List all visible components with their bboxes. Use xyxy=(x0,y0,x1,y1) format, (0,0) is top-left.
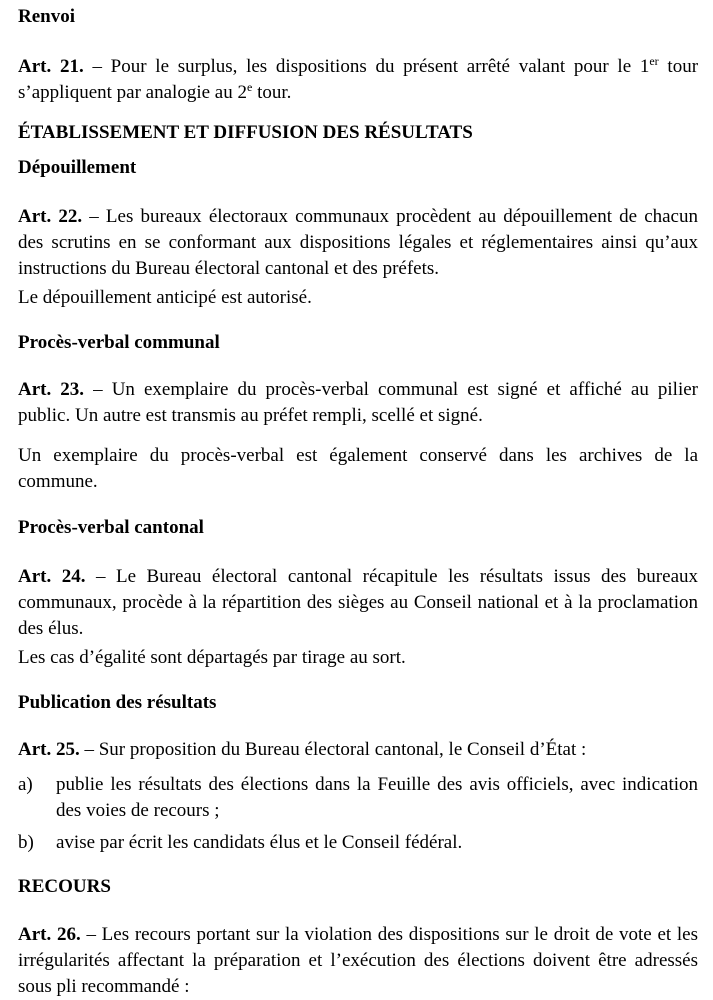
article-21-text-a: – Pour le surplus, les dispositions du présent arrêté valant pour le 1 xyxy=(83,56,650,77)
article-22-text: – Les bureaux électoraux communaux procèdent au dépouillement de chacun des scrutins en se conformant aux dispositions légales et réglementaires ainsi qu’aux instructions du Bureau électoral cantonal et des préfets. xyxy=(18,206,698,279)
article-23-label: Art. 23. xyxy=(18,379,85,400)
article-22 xyxy=(18,204,698,282)
article-21-sup-er: er xyxy=(649,54,659,68)
article-21-label: Art. 21. xyxy=(18,56,84,77)
article-24-label: Art. 24. xyxy=(18,566,86,587)
article-26-label: Art. 26. xyxy=(18,924,81,945)
article-21-text-c: tour. xyxy=(252,82,292,103)
list-marker-a: a) xyxy=(18,774,33,795)
article-25-label: Art. 25. xyxy=(18,739,80,760)
heading-pv-cantonal: Procès-verbal cantonal xyxy=(18,517,204,538)
article-24-text: – Le Bureau électoral cantonal récapitule les résultats issus des bureaux communaux, procède à la répartition des sièges au Conseil national et à la proclamation des élus. xyxy=(18,566,699,639)
list-marker-b: b) xyxy=(18,832,34,853)
article-22-label: Art. 22. xyxy=(18,206,83,227)
list-text-a: publie les résultats des élections dans la Feuille des avis officiels, avec indication des voies de recours ; xyxy=(56,774,698,821)
heading-renvoi: Renvoi xyxy=(18,6,75,27)
article-24 xyxy=(18,564,698,642)
article-23-text: – Un exemplaire du procès-verbal communal est signé et affiché au pilier public. Un autre est transmis au préfet rempli, scellé et signé. xyxy=(18,379,698,426)
article-22-para-2: Le dépouillement anticipé est autorisé. xyxy=(18,287,312,308)
article-26 xyxy=(18,922,698,1000)
heading-pv-communal: Procès-verbal communal xyxy=(18,332,220,353)
article-25 xyxy=(18,737,698,763)
list-text-b: avise par écrit les candidats élus et le Conseil fédéral. xyxy=(56,832,463,853)
article-21 xyxy=(18,54,698,106)
section-heading-recours: RECOURS xyxy=(18,876,111,897)
section-heading-etablissement: ÉTABLISSEMENT ET DIFFUSION DES RÉSULTATS xyxy=(18,122,473,143)
heading-publication: Publication des résultats xyxy=(18,692,217,713)
article-24-para-2: Les cas d’égalité sont départagés par tirage au sort. xyxy=(18,647,406,668)
article-21-sup-e: e xyxy=(246,80,253,94)
article-23 xyxy=(18,377,698,429)
article-25-text: – Sur proposition du Bureau électoral cantonal, le Conseil d’État : xyxy=(79,739,587,760)
heading-depouillement: Dépouillement xyxy=(18,157,137,178)
article-26-text: – Les recours portant sur la violation des dispositions sur le droit de vote et les irrégularités affectant la préparation et l’exécution des élections doivent être adressés sous pli recommandé : xyxy=(18,924,698,997)
article-21-text-b: tour s’appliquent par analogie au 2 xyxy=(18,56,699,103)
article-23-para-2: Un exemplaire du procès-verbal est également conservé dans les archives de la commune. xyxy=(18,445,698,492)
